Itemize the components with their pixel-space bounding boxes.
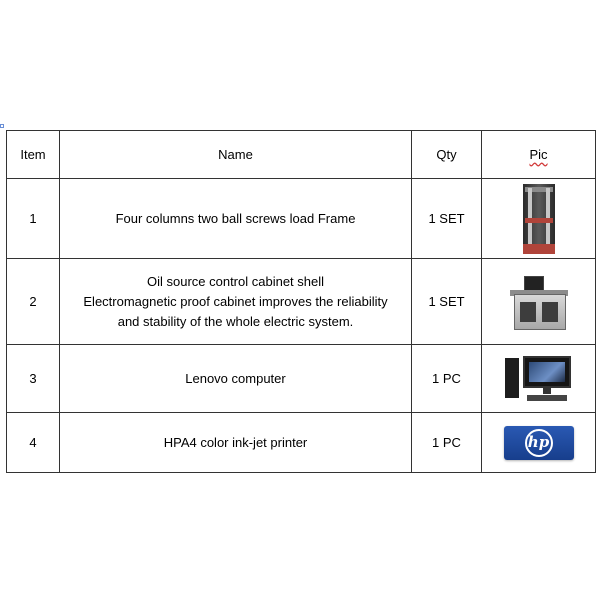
table-row bbox=[7, 413, 596, 473]
hp-logo-image bbox=[504, 426, 574, 460]
name-line: HPA4 color ink-jet printer bbox=[163, 434, 308, 450]
name-line: Oil source control cabinet shell bbox=[146, 273, 325, 289]
name-line: Lenovo computer bbox=[185, 370, 286, 386]
cell-pic bbox=[482, 345, 596, 413]
header-pic-label: Pic bbox=[529, 146, 548, 162]
header-item: Item bbox=[7, 131, 60, 179]
table-anchor-mark bbox=[0, 124, 4, 128]
name-line: and stability of the whole electric system. bbox=[117, 313, 354, 329]
header-qty: Qty bbox=[412, 131, 482, 179]
hp-logo-text: hp bbox=[527, 432, 550, 451]
cell-name bbox=[60, 413, 412, 473]
desktop-computer-image bbox=[503, 354, 575, 404]
table-header-row bbox=[7, 131, 596, 179]
cell-qty: 1 PC bbox=[412, 345, 482, 413]
cell-qty: 1 SET bbox=[412, 259, 482, 345]
name-line: Four columns two ball screws load Frame bbox=[115, 210, 356, 226]
cell-name bbox=[60, 259, 412, 345]
table-row bbox=[7, 259, 596, 345]
cell-item: 3 bbox=[7, 345, 60, 413]
header-pic bbox=[482, 131, 596, 179]
cell-item: 1 bbox=[7, 179, 60, 259]
cell-qty: 1 SET bbox=[412, 179, 482, 259]
equipment-table bbox=[6, 130, 596, 473]
table-row bbox=[7, 179, 596, 259]
cell-name bbox=[60, 179, 412, 259]
cell-name bbox=[60, 345, 412, 413]
header-name: Name bbox=[60, 131, 412, 179]
control-cabinet-image bbox=[510, 274, 568, 330]
load-frame-machine-image bbox=[523, 184, 555, 254]
cell-pic bbox=[482, 259, 596, 345]
name-line: Electromagnetic proof cabinet improves the reliability bbox=[83, 293, 388, 309]
table-row bbox=[7, 345, 596, 413]
cell-item: 2 bbox=[7, 259, 60, 345]
cell-item: 4 bbox=[7, 413, 60, 473]
cell-pic bbox=[482, 179, 596, 259]
cell-qty: 1 PC bbox=[412, 413, 482, 473]
cell-pic bbox=[482, 413, 596, 473]
